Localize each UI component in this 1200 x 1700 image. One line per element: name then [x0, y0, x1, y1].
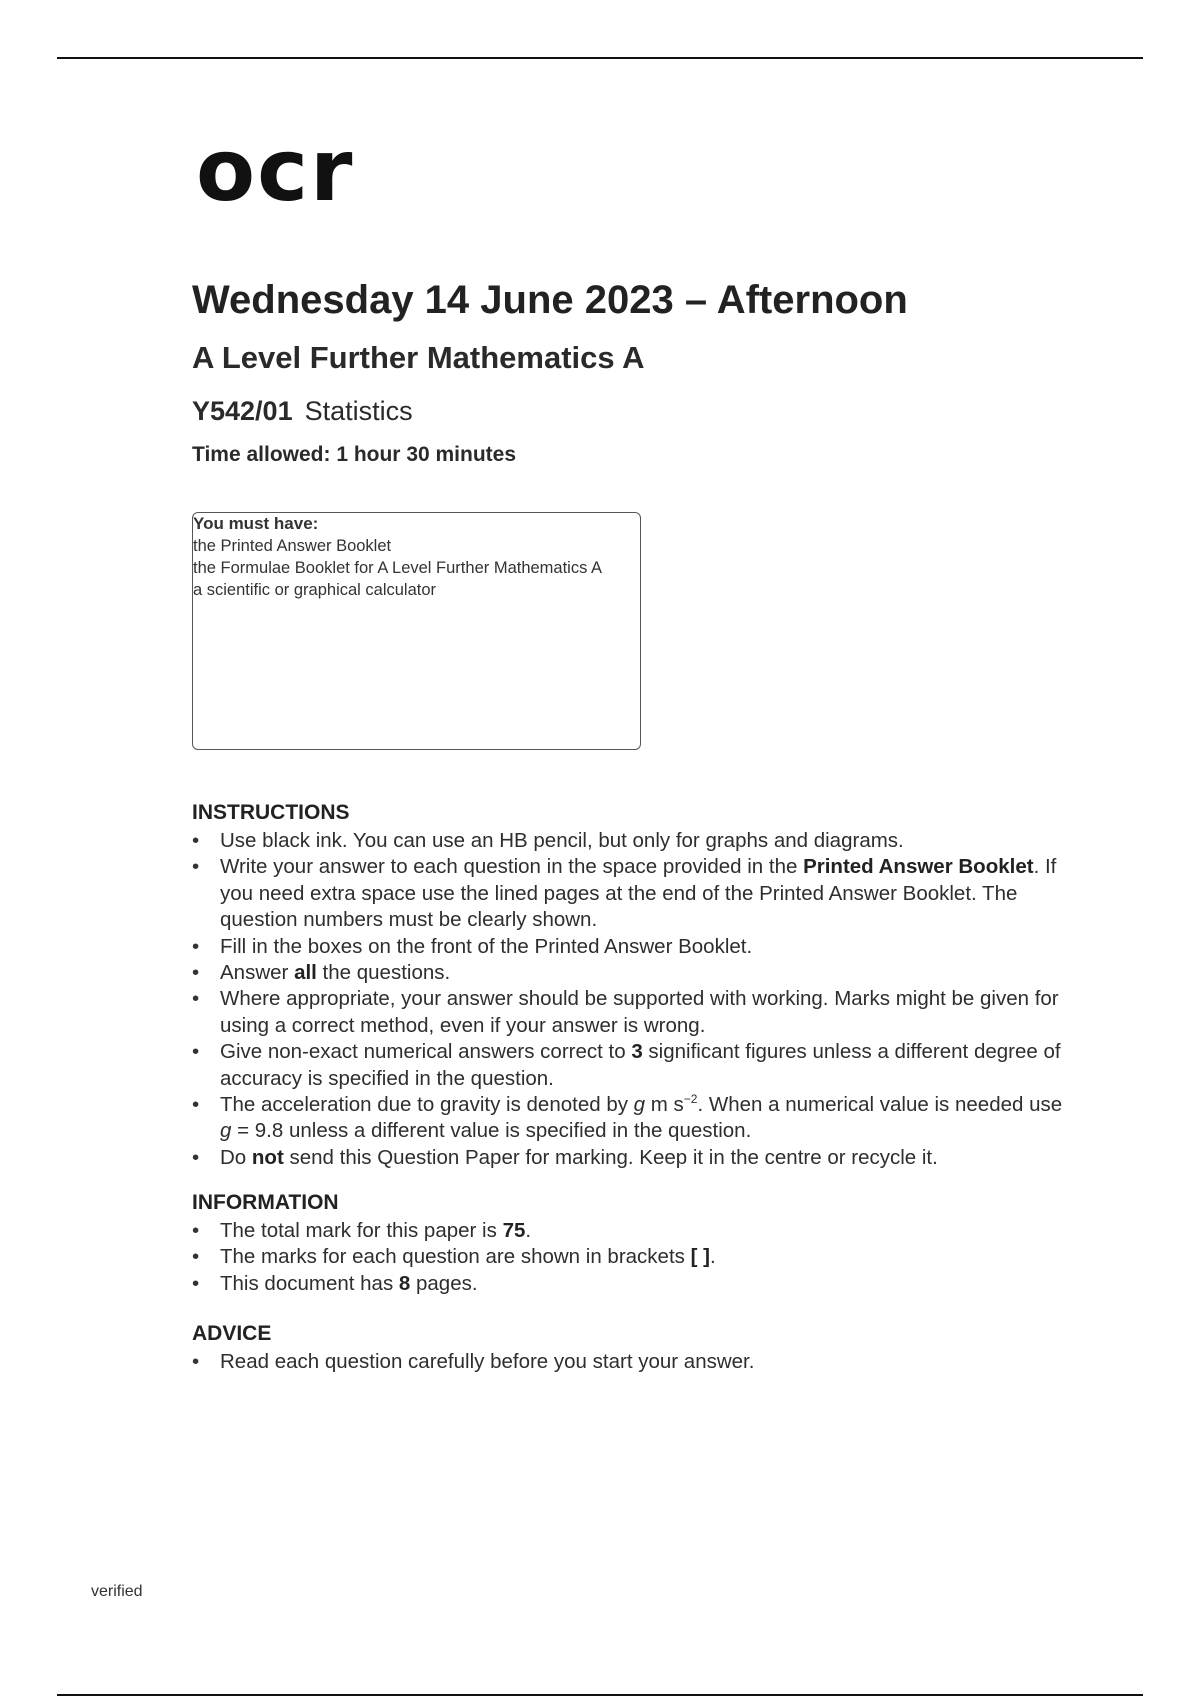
must-have-item: a scientific or graphical calculator: [193, 581, 437, 599]
instruction-item: • Give non-exact numerical answers correct to 3 significant figures unless a different degree of accuracy is specified in the question.: [192, 1039, 1072, 1092]
advice-list: [192, 1349, 1072, 1375]
must-have-item: the Formulae Booklet for A Level Further Mathematics A: [193, 559, 603, 577]
verified-label: verified: [91, 1583, 143, 1600]
advice-heading: ADVICE: [192, 1322, 272, 1345]
advice-item: • Read each question carefully before you start your answer.: [192, 1349, 1072, 1375]
instructions-list: [192, 828, 1072, 1171]
paper-code: Y542/01: [192, 396, 293, 426]
information-heading: INFORMATION: [192, 1191, 339, 1214]
ocr-logo: ocr: [196, 121, 355, 221]
instruction-item: • Write your answer to each question in the space provided in the Printed Answer Booklet. If you need extra space use the lined pages at the end of the Printed Answer Booklet. The question numbers must be clearly shown.: [192, 854, 1072, 933]
must-have-item: the Printed Answer Booklet: [193, 537, 392, 555]
instruction-item: • Fill in the boxes on the front of the Printed Answer Booklet.: [192, 934, 1072, 960]
instruction-item: • The acceleration due to gravity is denoted by g m $s^{-2}$. When a numerical value is needed use g = 9.8 unless a different value is specified in the question.: [192, 1092, 1072, 1145]
information-item: • This document has 8 pages.: [192, 1271, 1072, 1297]
instructions-section: [192, 800, 1072, 1171]
instruction-item: • Where appropriate, your answer should be supported with working. Marks might be given for using a correct method, even if your answer is wrong.: [192, 986, 1072, 1039]
paper-heading: [192, 396, 413, 427]
must-have-title: You must have:: [193, 514, 319, 533]
information-item: • The total mark for this paper is 75.: [192, 1218, 1072, 1244]
information-item: • The marks for each question are shown in brackets [ ].: [192, 1244, 1072, 1270]
paper-title: Statistics: [304, 396, 413, 426]
information-section: [192, 1190, 1072, 1297]
instruction-item: • Answer all the questions.: [192, 960, 1072, 986]
instruction-item: • Do not send this Question Paper for marking. Keep it in the centre or recycle it.: [192, 1145, 1072, 1171]
time-allowed: Time allowed: 1 hour 30 minutes: [192, 443, 517, 466]
instruction-item: • Use black ink. You can use an HB pencil, but only for graphs and diagrams.: [192, 828, 1072, 854]
qualification-title: A Level Further Mathematics A: [192, 340, 645, 375]
top-rule: [57, 57, 1143, 59]
must-have-box: [192, 512, 641, 750]
bottom-rule: [57, 1694, 1143, 1696]
advice-section: [192, 1321, 1072, 1375]
exam-date: Wednesday 14 June 2023 – Afternoon: [192, 278, 908, 322]
instructions-heading: INSTRUCTIONS: [192, 801, 350, 824]
information-list: [192, 1218, 1072, 1297]
